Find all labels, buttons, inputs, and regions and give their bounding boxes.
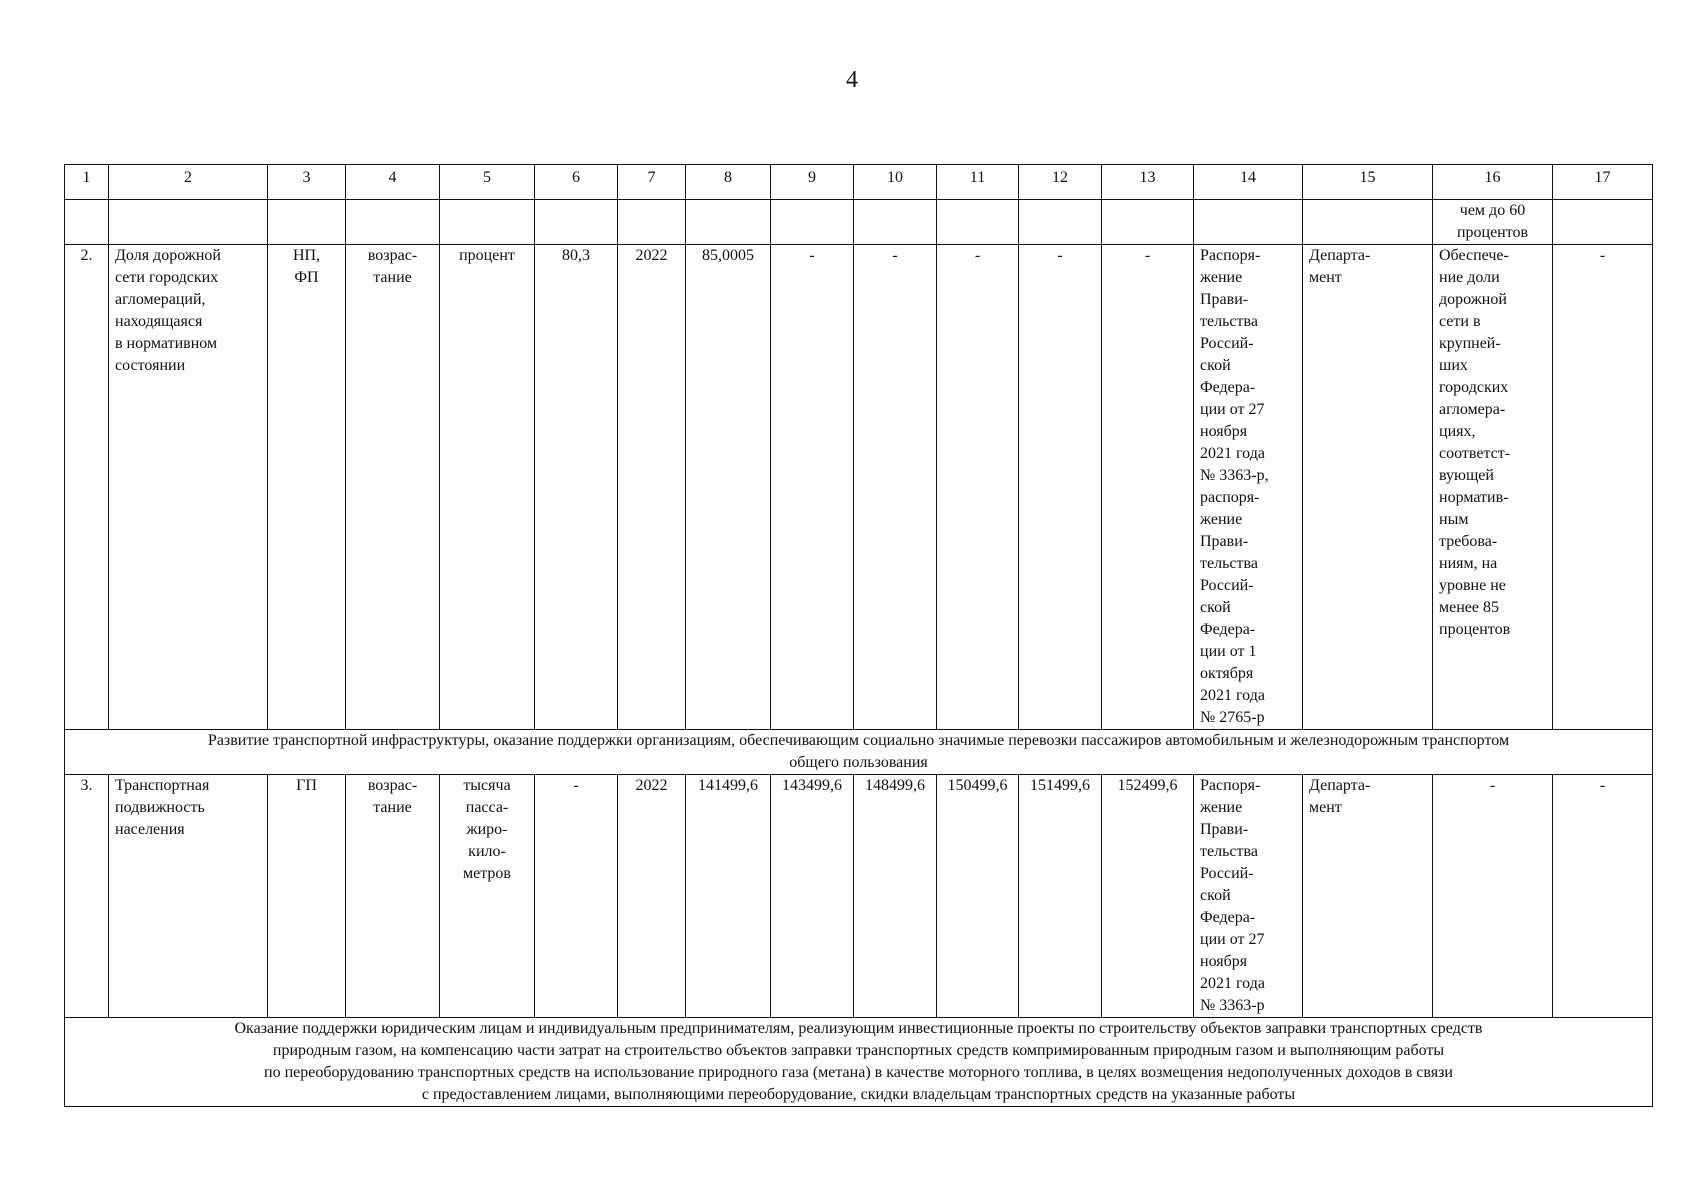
header-cell: 16 [1433, 165, 1553, 200]
row-number: 3. [65, 775, 109, 1018]
table-row [65, 245, 1653, 730]
value-col9: - [771, 245, 854, 730]
link-to-goal: - [1433, 775, 1553, 1018]
header-cell: 8 [686, 165, 771, 200]
value-col8: 141499,6 [686, 775, 771, 1018]
value-col11: - [937, 245, 1019, 730]
header-cell: 13 [1102, 165, 1194, 200]
header-cell: 6 [535, 165, 618, 200]
section-row [65, 1018, 1653, 1107]
value-col12: - [1019, 245, 1102, 730]
col17-value: - [1553, 775, 1653, 1018]
section-heading-transport: Развитие транспортной инфраструктуры, оказание поддержки организациям, обеспечивающим социально значимые перевозки пассажиров автомобильным и железнодорожным транспортом общего пользования [65, 730, 1653, 775]
value-col10: 148499,6 [854, 775, 937, 1018]
base-year: 2022 [618, 775, 686, 1018]
header-cell: 11 [937, 165, 1019, 200]
value-col11: 150499,6 [937, 775, 1019, 1018]
value-col10: - [854, 245, 937, 730]
row-number: 2. [65, 245, 109, 730]
table-row [65, 775, 1653, 1018]
value-col13: 152499,6 [1102, 775, 1194, 1018]
section-heading-gas-support: Оказание поддержки юридическим лицам и индивидуальным предпринимателям, реализующим инвестиционные проекты по строительству объектов заправки транспортных средств природным газом, на компенсацию части затрат на строительство объектов заправки транспортных средств компримированным природным газом и выполняющим работы по переоборудованию транспортных средств на использование природного газа (метана) в качестве моторного топлива, в целях возмещения недополученных доходов в связи с предоставлением лицами, выполняющими переоборудование, скидки владельцам транспортных средств на указанные работы [65, 1018, 1653, 1107]
indicator-direction: возрас- тание [346, 775, 440, 1018]
continuation-col16: чем до 60 процентов [1433, 200, 1553, 245]
regulatory-document: Распоря- жение Прави- тельства Россий- ской Федера- ции от 27 ноября 2021 года № 3363-р, распоря- жение Прави- тельства Россий- ской Федера- ции от 1 октября 2021 года № 2765-р [1194, 245, 1303, 730]
responsible-body: Департа- мент [1303, 245, 1433, 730]
indicator-unit: процент [440, 245, 535, 730]
indicator-name: Транспортная подвижность населения [109, 775, 268, 1018]
header-cell: 1 [65, 165, 109, 200]
header-row [65, 165, 1653, 200]
header-cell: 5 [440, 165, 535, 200]
value-col12: 151499,6 [1019, 775, 1102, 1018]
base-year: 2022 [618, 245, 686, 730]
header-cell: 9 [771, 165, 854, 200]
value-col8: 85,0005 [686, 245, 771, 730]
header-cell: 15 [1303, 165, 1433, 200]
regulatory-document: Распоря- жение Прави- тельства Россий- ской Федера- ции от 27 ноября 2021 года № 3363-р [1194, 775, 1303, 1018]
base-value: - [535, 775, 618, 1018]
header-cell: 14 [1194, 165, 1303, 200]
continuation-row [65, 200, 1653, 245]
section-row [65, 730, 1653, 775]
header-cell: 7 [618, 165, 686, 200]
page-number: 4 [846, 67, 858, 93]
col17-value: - [1553, 245, 1653, 730]
header-cell: 12 [1019, 165, 1102, 200]
link-to-goal: Обеспече- ние доли дорожной сети в крупней- ших городских агломера- циях, соответст- вующей норматив- ным требова- ниям, на уровне не менее 85 процентов [1433, 245, 1553, 730]
indicator-direction: возрас- тание [346, 245, 440, 730]
indicator-name: Доля дорожной сети городских агломераций, находящаяся в нормативном состоянии [109, 245, 268, 730]
value-col13: - [1102, 245, 1194, 730]
header-cell: 10 [854, 165, 937, 200]
responsible-body: Департа- мент [1303, 775, 1433, 1018]
indicators-table [64, 164, 1653, 1107]
header-cell: 17 [1553, 165, 1653, 200]
indicator-unit: тысяча пасса- жиро- кило- метров [440, 775, 535, 1018]
base-value: 80,3 [535, 245, 618, 730]
value-col9: 143499,6 [771, 775, 854, 1018]
header-cell: 2 [109, 165, 268, 200]
indicator-level: ГП [268, 775, 346, 1018]
indicator-level: НП, ФП [268, 245, 346, 730]
header-cell: 4 [346, 165, 440, 200]
header-cell: 3 [268, 165, 346, 200]
